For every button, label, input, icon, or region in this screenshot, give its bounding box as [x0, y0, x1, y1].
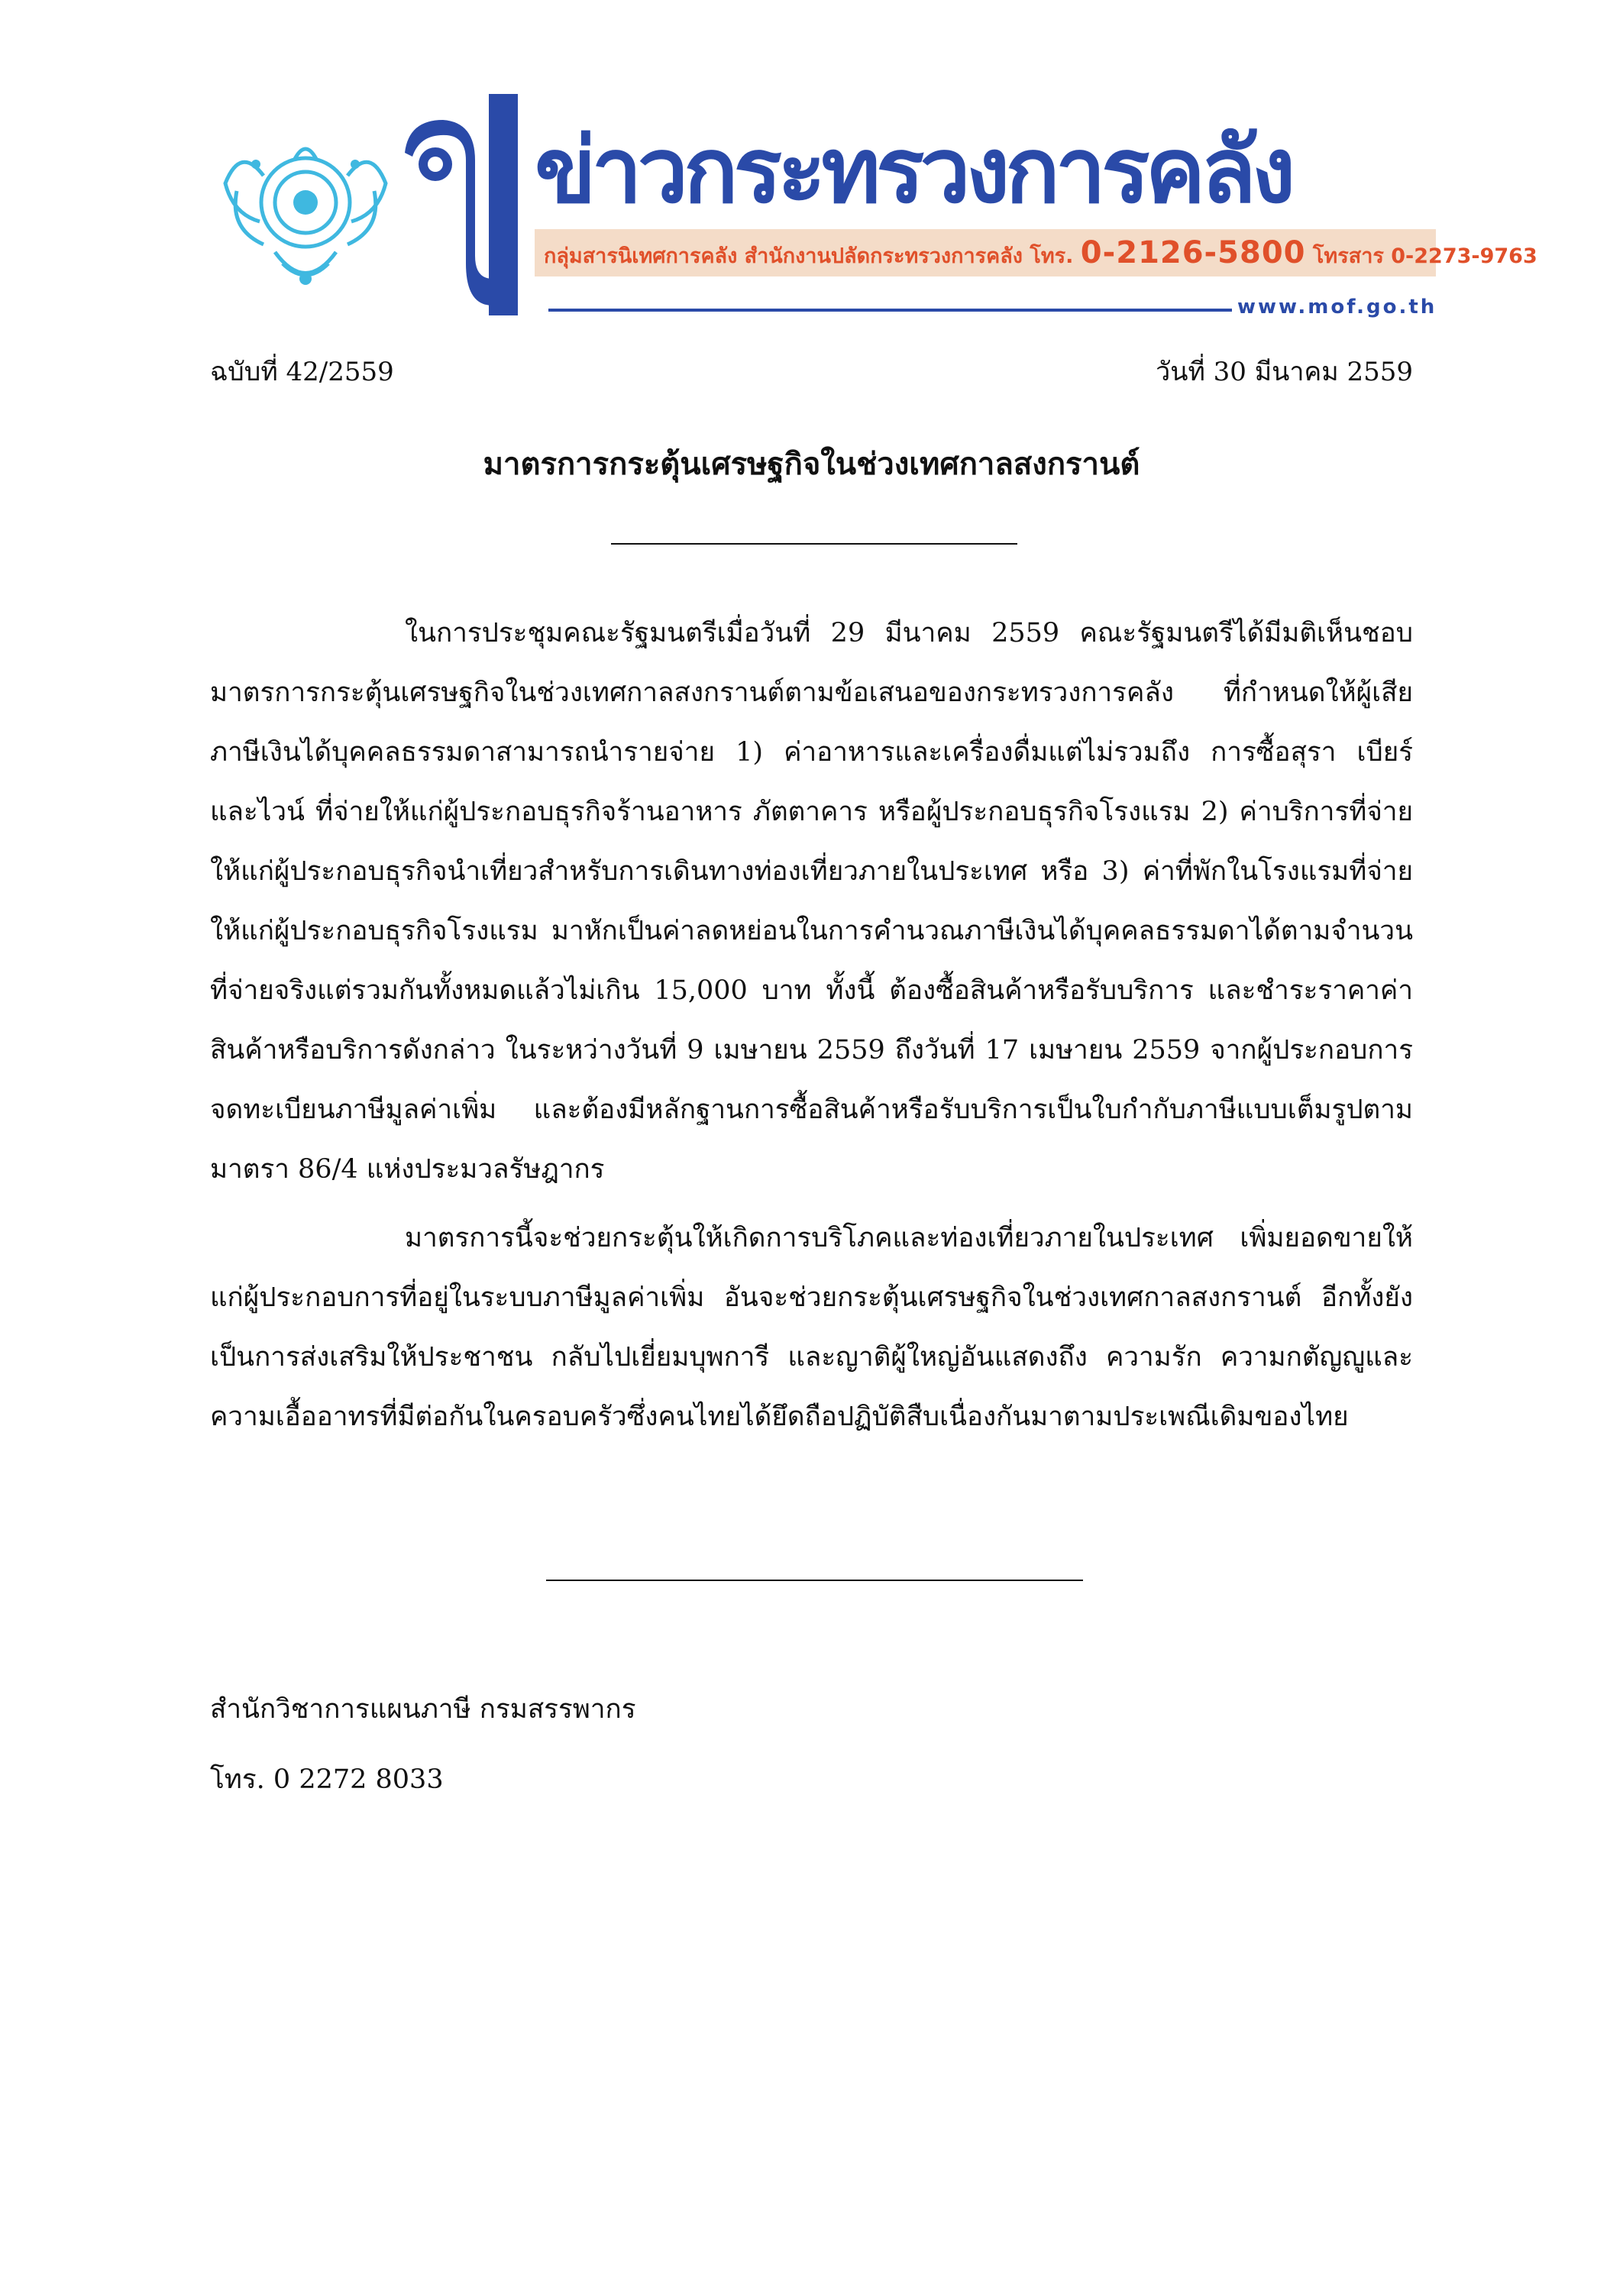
- garuda-seal-icon: [210, 130, 401, 298]
- contact-fax: โทรสาร 0-2273-9763: [1312, 244, 1537, 268]
- masthead-logo-glyph: [405, 88, 542, 325]
- contact-phone: 0-2126-5800: [1080, 235, 1306, 270]
- title-underline: [611, 543, 1017, 545]
- document-body: [210, 603, 1413, 1520]
- masthead-title: ข่าวกระทรวงการคลัง: [535, 118, 1292, 223]
- footer-office: สำนักวิชาการแผนภาษี กรมสรรพากร: [210, 1694, 636, 1725]
- body-paragraph: มาตรการนี้จะช่วยกระตุ้นให้เกิดการบริโภคและท่องเที่ยวภายในประเทศ เพิ่มยอดขายให้แก่ผู้ประกอบการที่อยู่ในระบบภาษีมูลค่าเพิ่ม อันจะช่วยกระตุ้นเศรษฐกิจในช่วงเทศกาลสงกรานต์ อีกทั้งยังเป็นการส่งเสริมให้ประชาชน กลับไปเยี่ยมบุพการี และญาติผู้ใหญ่อันแสดงถึง ความรัก ความกตัญญูและความเอื้ออาทรที่มีต่อกันในครอบครัวซึ่งคนไทยได้ยึดถือปฏิบัติสืบเนื่องกันมาตามประเพณีเดิมของไทย: [210, 1223, 1413, 1432]
- issue-number: ฉบับที่ 42/2559: [210, 357, 394, 387]
- issue-date: วันที่ 30 มีนาคม 2559: [1156, 357, 1413, 387]
- contact-department: กลุ่มสารนิเทศการคลัง สำนักงานปลัดกระทรวงการคลัง โทร.: [544, 244, 1074, 268]
- document-title: มาตรการกระตุ้นเศรษฐกิจในช่วงเทศกาลสงกรานต์: [483, 446, 1140, 482]
- end-divider: [546, 1580, 1083, 1581]
- body-paragraph: ในการประชุมคณะรัฐมนตรีเมื่อวันที่ 29 มีนาคม 2559 คณะรัฐมนตรีได้มีมติเห็นชอบมาตรการกระตุ้นเศรษฐกิจในช่วงเทศกาลสงกรานต์ตามข้อเสนอของกระทรวงการคลัง ที่กำหนดให้ผู้เสียภาษีเงินได้บุคคลธรรมดาสามารถนำรายจ่าย 1) ค่าอาหารและเครื่องดื่มแต่ไม่รวมถึง การซื้อสุรา เบียร์ และไวน์ ที่จ่ายให้แก่ผู้ประกอบธุรกิจร้านอาหาร ภัตตาคาร หรือผู้ประกอบธุรกิจโรงแรม 2) ค่าบริการที่จ่ายให้แก่ผู้ประกอบธุรกิจนำเที่ยวสำหรับการเดินทางท่องเที่ยวภายในประเทศ หรือ 3) ค่าที่พักในโรงแรมที่จ่ายให้แก่ผู้ประกอบธุรกิจโรงแรม มาหักเป็นค่าลดหย่อนในการคำนวณภาษีเงินได้บุคคลธรรมดาได้ตามจำนวนที่จ่ายจริงแต่รวมกันทั้งหมดแล้วไม่เกิน 15,000 บาท ทั้งนี้ ต้องซื้อสินค้าหรือรับบริการ และชำระราคาค่าสินค้าหรือบริการดังกล่าว ในระหว่างวันที่ 9 เมษายน 2559 ถึงวันที่ 17 เมษายน 2559 จากผู้ประกอบการจดทะเบียนภาษีมูลค่าเพิ่ม และต้องมีหลักฐานการซื้อสินค้าหรือรับบริการเป็นใบกำกับภาษีแบบเต็มรูปตามมาตรา 86/4 แห่งประมวลรัษฎากร: [210, 618, 1413, 1185]
- masthead-contact: [544, 229, 1537, 276]
- footer-telephone: โทร. 0 2272 8033: [210, 1764, 444, 1795]
- masthead-rule: [548, 309, 1232, 312]
- masthead-website: www.mof.go.th: [1237, 296, 1437, 319]
